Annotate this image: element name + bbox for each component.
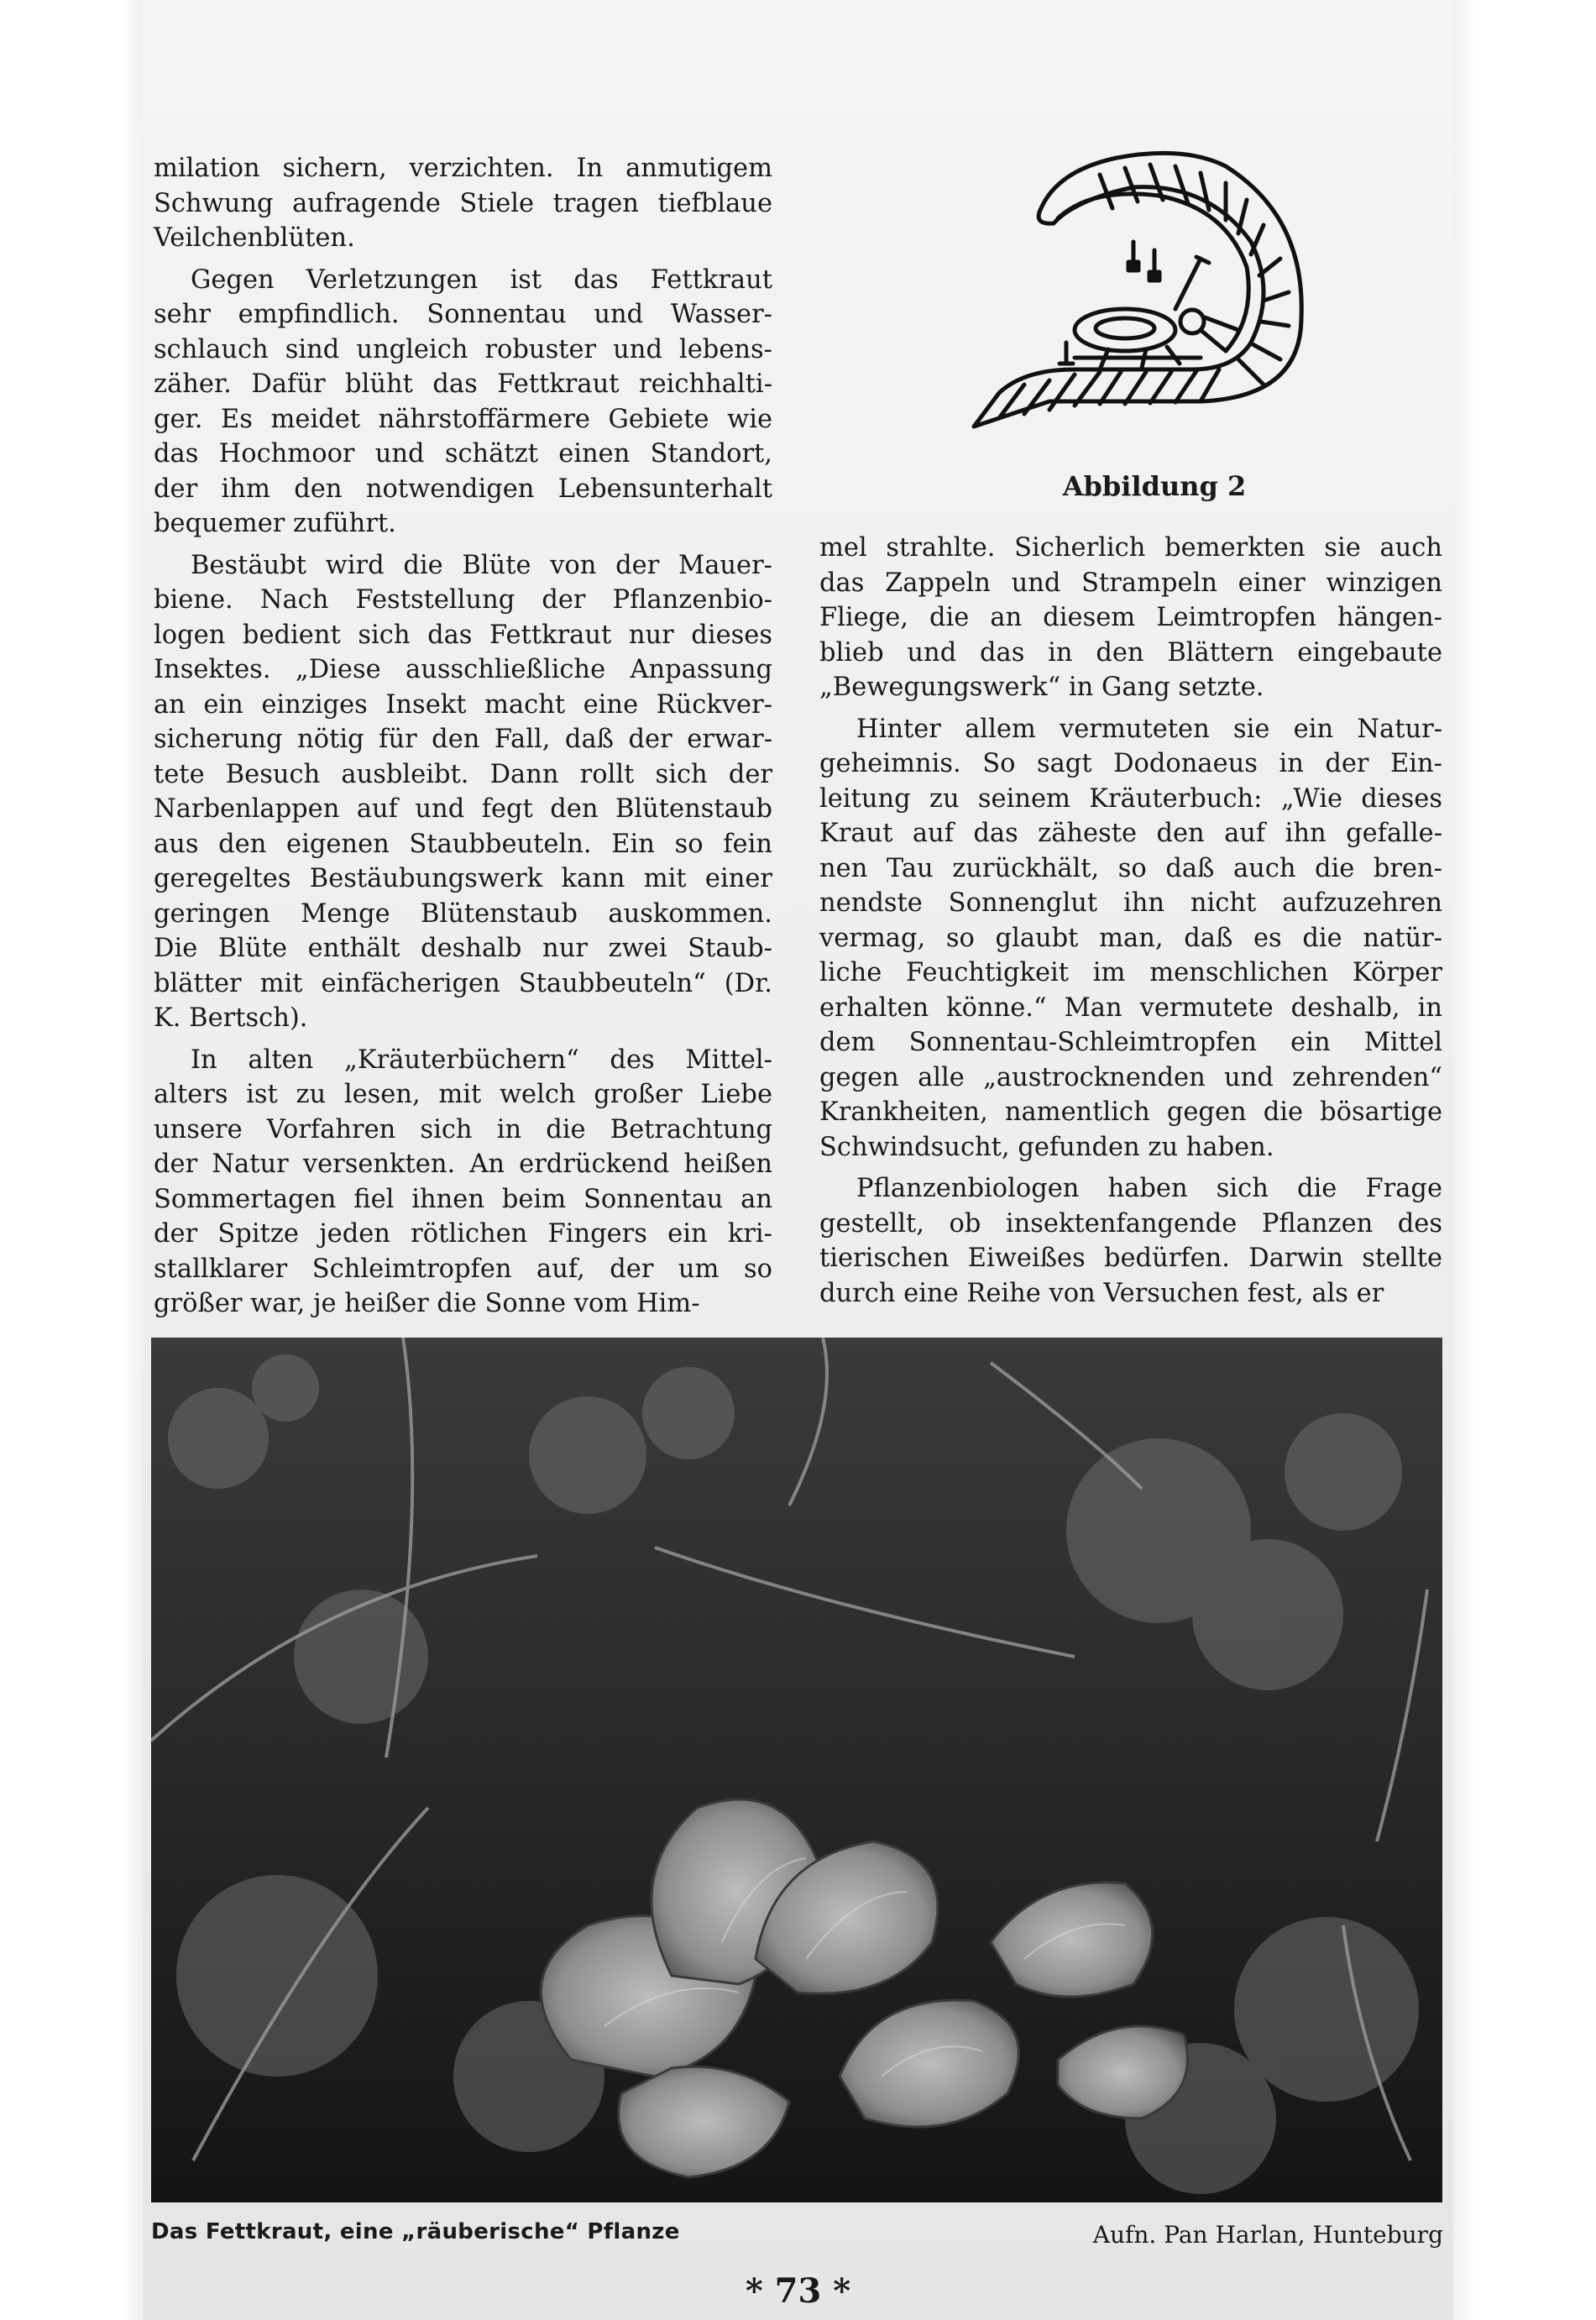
text-line: sicherung nötig für den Fall, daß der erwar- xyxy=(154,725,772,754)
paragraph xyxy=(154,151,772,256)
text-line: Kraut auf das zäheste den auf ihn gefalle- xyxy=(819,819,1442,848)
text-line: erhalten könne.“ Man vermutete deshalb, in xyxy=(819,992,1442,1023)
text-line: leitung zu seinem Kräuterbuch: „Wie dieses xyxy=(819,783,1442,814)
text-line: aus den eigenen Staubbeuteln. Ein so fein xyxy=(154,829,772,859)
text-line: Hinter allem vermuteten sie ein Natur- xyxy=(856,714,1442,744)
text-line: nen Tau zurückhält, so daß auch die bren- xyxy=(819,853,1442,883)
text-line: Krankheiten, namentlich gegen die bösartige xyxy=(819,1097,1442,1127)
scan-margin-left xyxy=(0,0,143,2320)
text-line: gestellt, ob insektenfangende Pflanzen des xyxy=(819,1208,1442,1239)
figure-caption: Abbildung 2 xyxy=(1062,470,1247,502)
photo-butterwort xyxy=(151,1338,1442,2202)
text-line: In alten „Kräuterbüchern“ des Mittel- xyxy=(191,1045,772,1075)
text-line: Fliege, die an diesem Leimtropfen hängen- xyxy=(819,603,1442,632)
paragraph xyxy=(154,263,772,542)
text-line: Bestäubt wird die Blüte von der Mauer- xyxy=(191,550,772,580)
text-line: gegen alle „austrocknenden und zehrenden“ xyxy=(819,1062,1442,1092)
text-line: größer war, je heißer die Sonne vom Him- xyxy=(154,1289,700,1318)
paragraph xyxy=(819,531,1442,705)
paragraph xyxy=(154,548,772,1036)
text-line: nendste Sonnenglut ihn nicht aufzuzehren xyxy=(819,888,1442,918)
text-line: logen bedient sich das Fettkraut nur dieses xyxy=(154,620,772,650)
text-line: Die Blüte enthält deshalb nur zwei Staub- xyxy=(154,934,772,963)
text-line: das Zappeln und Strampeln einer winzigen xyxy=(819,568,1442,598)
right-column xyxy=(819,531,1442,1317)
text-line: liche Feuchtigkeit im menschlichen Körper xyxy=(819,958,1442,987)
paragraph xyxy=(154,1043,772,1322)
text-line: an ein einziges Insekt macht eine Rückver- xyxy=(154,689,772,720)
text-line: geregeltes Bestäubungswerk kann mit einer xyxy=(154,864,772,893)
text-line: ger. Es meidet nährstoffärmere Gebiete wie xyxy=(154,404,772,434)
text-line: Sommertagen fiel ihnen beim Sonnentau an xyxy=(154,1184,772,1214)
page-number: * 73 * xyxy=(745,2271,851,2311)
text-line: tierischen Eiweißes bedürfen. Darwin stellte xyxy=(819,1244,1442,1273)
text-line: unsere Vorfahren sich in die Betrachtung xyxy=(154,1114,772,1144)
text-line: „Bewegungswerk“ in Gang setzte. xyxy=(819,673,1264,702)
scan-margin-right xyxy=(1453,0,1596,2320)
text-line: mel strahlte. Sicherlich bemerkten sie auch xyxy=(819,533,1442,563)
text-line: sehr empfindlich. Sonnentau und Wasser- xyxy=(154,300,772,329)
text-line: blätter mit einfächerigen Staubbeuteln“ (Dr. xyxy=(154,968,772,998)
text-line: blieb und das in den Blättern eingebaute xyxy=(819,637,1442,668)
text-line: bequemer zuführt. xyxy=(154,509,396,538)
text-line: Insektes. „Diese ausschließliche Anpassung xyxy=(154,655,772,684)
text-line: Veilchenblüten. xyxy=(154,223,355,253)
text-line: K. Bertsch). xyxy=(154,1003,308,1033)
text-line: alters ist zu lesen, mit welch großer Liebe xyxy=(154,1080,772,1109)
text-line: zäher. Dafür blüht das Fettkraut reichhalti- xyxy=(154,369,772,399)
text-line: geringen Menge Blütenstaub auskommen. xyxy=(154,898,772,929)
text-line: der Natur versenkten. An erdrückend heißen xyxy=(154,1150,772,1179)
text-line: Gegen Verletzungen ist das Fettkraut xyxy=(191,264,772,295)
text-line: Narbenlappen auf und fegt den Blütenstaub xyxy=(154,794,772,824)
paragraph xyxy=(819,1171,1442,1311)
text-line: Pflanzenbiologen haben sich die Frage xyxy=(856,1174,1442,1203)
text-line: der Spitze jeden rötlichen Fingers ein kri- xyxy=(154,1219,772,1249)
figure-illustration xyxy=(949,149,1343,443)
photo-caption: Das Fettkraut, eine „räuberische“ Pflanze xyxy=(151,2219,680,2244)
text-line: der ihm den notwendigen Lebensunterhalt xyxy=(154,474,772,504)
paragraph xyxy=(819,712,1442,1165)
text-line: Schwindsucht, gefunden zu haben. xyxy=(819,1132,1274,1162)
text-line: schlauch sind ungleich robuster und lebens- xyxy=(154,334,772,364)
left-column xyxy=(154,151,772,1328)
leaf-trap-illustration-icon xyxy=(949,149,1343,443)
text-line: milation sichern, verzichten. In anmutigem xyxy=(154,154,772,183)
text-line: dem Sonnentau-Schleimtropfen ein Mittel xyxy=(819,1028,1442,1057)
butterwort-plant-photo-icon xyxy=(151,1338,1442,2202)
text-line: geheimnis. So sagt Dodonaeus in der Ein- xyxy=(819,749,1442,778)
text-line: das Hochmoor und schätzt einen Standort, xyxy=(154,439,772,469)
text-line: stallklarer Schleimtropfen auf, der um so xyxy=(154,1254,772,1284)
photo-credit: Aufn. Pan Harlan, Hunteburg xyxy=(1092,2221,1443,2249)
text-line: Schwung aufragende Stiele tragen tiefblaue xyxy=(154,188,772,218)
text-line: durch eine Reihe von Versuchen fest, als er xyxy=(819,1278,1384,1308)
text-line: tete Besuch ausbleibt. Dann rollt sich der xyxy=(154,759,772,789)
text-line: vermag, so glaubt man, daß es die natür- xyxy=(819,923,1442,953)
text-line: biene. Nach Feststellung der Pflanzenbio- xyxy=(154,585,772,615)
